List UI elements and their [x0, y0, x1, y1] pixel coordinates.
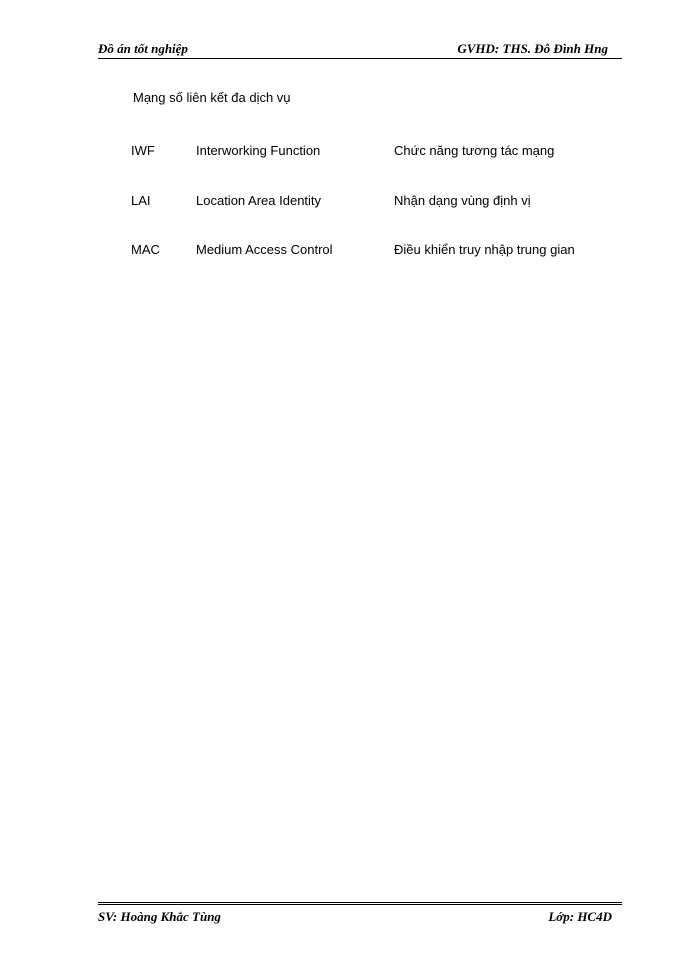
page-footer — [98, 902, 622, 929]
abbreviation: MAC — [131, 242, 160, 257]
english-term: Interworking Function — [196, 143, 321, 158]
glossary-row — [0, 193, 700, 209]
glossary-row — [0, 143, 700, 159]
glossary-row — [0, 242, 700, 258]
english-term: Medium Access Control — [196, 242, 333, 257]
footer-class: Lớp: HC4D — [548, 909, 612, 924]
abbreviation: LAI — [131, 193, 151, 208]
page-header — [98, 40, 622, 59]
intro-line: Mạng số liên kết đa dịch vụ — [133, 90, 291, 105]
english-term: Location Area Identity — [196, 193, 322, 208]
header-title: Đồ án tốt nghiệp — [98, 41, 188, 56]
vietnamese-term: Nhận dạng vùng định vị — [394, 193, 531, 208]
vietnamese-term: Chức năng tương tác mạng — [394, 143, 555, 158]
abbreviation: IWF — [131, 143, 155, 158]
footer-student: SV: Hoàng Khắc Tùng — [98, 909, 221, 924]
header-advisor: GVHD: THS. Đỗ Đình Hng — [457, 41, 608, 56]
vietnamese-term: Điều khiển truy nhập trung gian — [394, 242, 575, 257]
